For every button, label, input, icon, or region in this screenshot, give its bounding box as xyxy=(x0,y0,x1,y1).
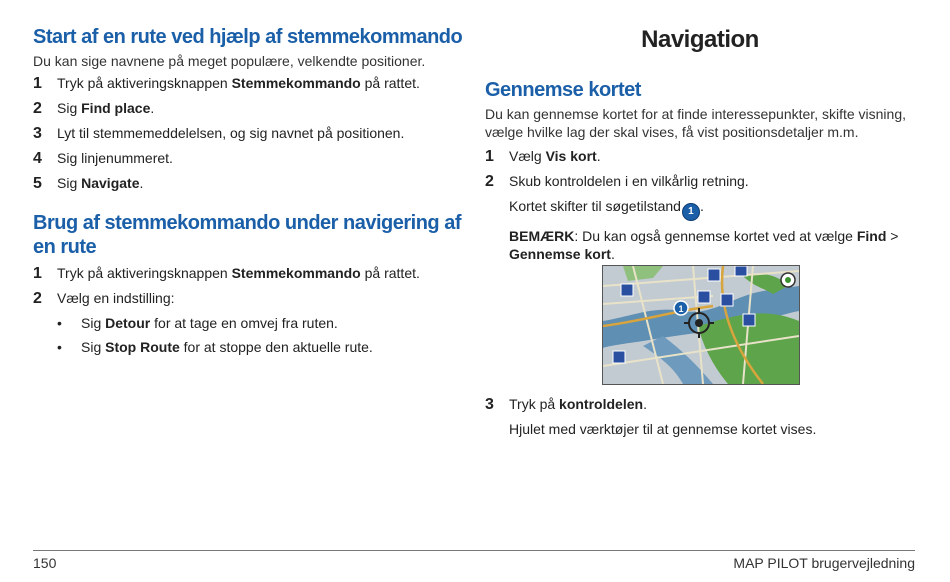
step-text: . xyxy=(643,396,647,412)
step-number: 3 xyxy=(33,125,42,142)
step-bold: Navigate xyxy=(81,175,140,191)
footer-divider xyxy=(33,550,915,551)
note-label: BEMÆRK xyxy=(509,228,575,244)
step-item xyxy=(485,395,915,414)
step-number: 3 xyxy=(485,396,494,413)
step-bold: Stemmekommando xyxy=(231,75,361,91)
steps-list xyxy=(485,147,915,263)
step-text: . xyxy=(596,148,601,164)
bullet-mark: • xyxy=(57,315,62,331)
note xyxy=(509,227,915,263)
step-bold: Stemmekommando xyxy=(231,265,361,281)
steps-list xyxy=(33,264,463,356)
subtext: . xyxy=(699,198,704,214)
section-heading-browse-map: Gennemse kortet xyxy=(485,79,641,101)
steps-list xyxy=(33,74,463,193)
step-number: 1 xyxy=(33,75,42,92)
note-text: . xyxy=(610,246,615,262)
step-item xyxy=(33,174,463,193)
bullet-text: for at stoppe den aktuelle rute. xyxy=(179,339,373,355)
bullet-bold: Detour xyxy=(105,315,151,331)
step-number: 1 xyxy=(33,265,42,282)
subtext: Kortet skifter til søgetilstand xyxy=(509,198,681,214)
page-title: Navigation xyxy=(641,26,759,53)
step-text: . xyxy=(139,175,144,191)
step-text: Skub kontroldelen i en vilkårlig retning. xyxy=(509,173,749,189)
map-illustration xyxy=(603,266,799,384)
step-bold: kontroldelen xyxy=(559,396,644,412)
step-number: 2 xyxy=(33,290,42,307)
step-item xyxy=(33,264,463,283)
section-heading-voice-navigation: Brug af stemmekommando under navigering af en rute xyxy=(33,212,461,258)
step-text: Vælg en indstilling: xyxy=(57,290,175,306)
step-text: Tryk på aktiveringsknappen xyxy=(57,75,232,91)
step-item xyxy=(33,99,463,118)
step-text: Sig xyxy=(57,175,82,191)
bullet-text: for at tage en omvej fra ruten. xyxy=(150,315,338,331)
map-screenshot xyxy=(602,265,800,385)
note-text: > xyxy=(886,228,899,244)
step-number: 4 xyxy=(33,150,42,167)
note-bold: Gennemse kort xyxy=(509,246,611,262)
bullet-item xyxy=(57,338,463,356)
step-text: Sig xyxy=(57,100,82,116)
step-number: 5 xyxy=(33,175,42,192)
step-item xyxy=(33,74,463,93)
section-heading-voice-route: Start af en rute ved hjælp af stemmekommando xyxy=(33,26,463,48)
note-bold: Find xyxy=(856,228,887,244)
bullet-item xyxy=(57,314,463,332)
page-number: 150 xyxy=(33,555,57,571)
step3-block xyxy=(485,395,915,444)
step-subtext: Hjulet med værktøjer til at gennemse kortet vises. xyxy=(509,421,817,437)
step-number: 2 xyxy=(485,173,494,190)
map-callout-label: 1 xyxy=(678,304,684,314)
step-number: 2 xyxy=(33,100,42,117)
step-item xyxy=(485,147,915,166)
bullet-list xyxy=(57,314,463,356)
step-subtext xyxy=(509,197,915,221)
step-item xyxy=(33,149,463,168)
right-column xyxy=(485,78,915,269)
callout-number-icon: 1 xyxy=(682,203,700,221)
step-text: på rattet. xyxy=(360,265,420,281)
bullet-mark: • xyxy=(57,339,62,355)
note-text: : Du kan også gennemse kortet ved at vælge xyxy=(574,228,857,244)
step-text: . xyxy=(150,100,155,116)
step-text: Tryk på xyxy=(509,396,560,412)
step-text: Sig linjenummeret. xyxy=(57,150,173,166)
step-bold: Find place xyxy=(81,100,151,116)
step-text: Vælg xyxy=(509,148,546,164)
step-item xyxy=(33,289,463,308)
section-intro: Du kan gennemse kortet for at finde interessepunkter, skifte visning, vælge hvilke lag der skal vises, få vist positionsdetaljer m.m. xyxy=(485,106,907,140)
bullet-text: Sig xyxy=(81,315,106,331)
step-text: på rattet. xyxy=(360,75,420,91)
bullet-text: Sig xyxy=(81,339,106,355)
bullet-bold: Stop Route xyxy=(105,339,180,355)
step-number: 1 xyxy=(485,148,494,165)
step-text: Lyt til stemmemeddelelsen, og sig navnet på positionen. xyxy=(57,125,405,141)
step-text: Tryk på aktiveringsknappen xyxy=(57,265,232,281)
step-item xyxy=(485,172,915,191)
step-bold: Vis kort xyxy=(545,148,597,164)
document-title: MAP PILOT brugervejledning xyxy=(733,555,915,571)
step-item xyxy=(33,124,463,143)
section-intro: Du kan sige navnene på meget populære, velkendte positioner. xyxy=(33,53,426,69)
left-column xyxy=(33,25,463,362)
